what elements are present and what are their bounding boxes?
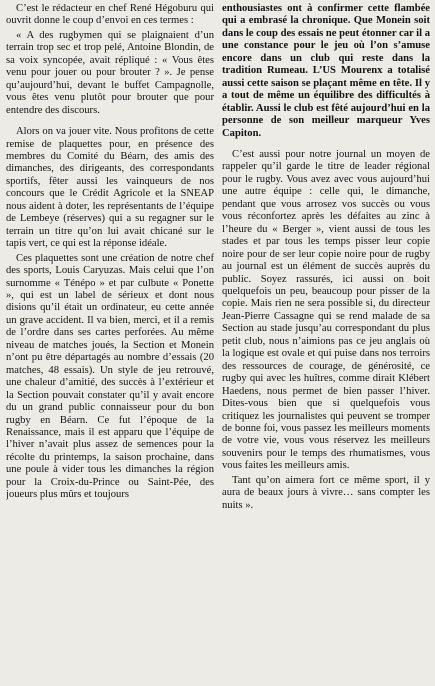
plaquettes-paragraph: Alors on va jouer vite. Nous profitons de cette remise de plaquettes pour, en présence des membres du Comité du Béarn, des amis des dimanches, des dirigeants, des correspondants sportifs, fêter aussi les vainqueurs de nos concours que le Crédit Agricole et la SNEAP nous aident à doter, les représentants de l’équipe de Lembeye (réserves) qui a su regagner sur le terrain un titre qu’on lui avait chicané sur le tapis vert, ce qui est la réponse idéale.	[6, 126, 214, 250]
continuation-paragraph: enthousiastes ont à confirmer cette flambée qui a embrasé la chronique. Que Monein soit dans le coup des essais ne peut étonner car il a une constance pour le jeu où l’on s’amuse encore dans un club qui reste dans la tradition Rumeau. L’US Mourenx a totalisé aussi cette saison se plaçant même en tête. Il y a tout de même un équilibre des difficultés à établir. Aussi le club est fêté aujourd’hui en la personne de son meilleur marqueur Yves Capiton.	[222, 3, 430, 139]
intro-paragraph: C’est le rédacteur en chef René Hégoburu qui ouvrit donne le coup d’envoi en ces termes :	[6, 3, 214, 27]
journal-paragraph: C’est aussi pour notre journal un moyen de rappeler qu’il garde le titre de leader régional pour le rugby. Vous avez avec vous aujourd’hui une autre équipe : celle qui, le dimanche, pendant que vous arrosez vos succès ou vous vous réconfortez après les défaites au zinc à l’heure du « Berger », vient aussi de tous les stades et par tous les temps pisser leur copie noire pour de ser leur copie noire pour de rugby au journal est un élément de succès auprès du public. Soyez rassurés, ici aussi on boit quelquefois un peu, beaucoup pour pisser de la copie. Mais rien ne sera possible si, du directeur Jean-Pierre Cassagne qui se rend malade de sa Section au stade jusqu’au correspondant du plus petit club, nous n’aimions pas ce jeu anglais où la logique est ovale et qui puise dans nos terroirs des ressources de courage, de générosité, ce rugby qui avec les huîtres, comme dirait Klébert Haedens, nous permet de bien passer l’hiver. Dites-vous bien que si quelquefois vous critiquez les journalistes qui peuvent se tromper de bonne foi, vous passez les meilleurs moments de votre vie, vous vous réservez les meilleurs souvenirs pour le temps des rhumatismes, vous vous faites les meilleurs amis.	[222, 148, 430, 472]
closing-paragraph: Tant qu’on aimera fort ce même sport, il y aura de beaux jours à vivre… sans compter les nuits ».	[222, 474, 430, 511]
caryuzas-paragraph: Ces plaquettes sont une création de notre chef des sports, Louis Caryuzas. Mais celui que l’on surnomme « Ténépo » et par culbute « Ponette », qui est un label de sérieux et dont nous disions qu’il était un ordinateur, eu cette année un grave accident. Il va bien, merci, et il a remis de l’ordre dans ses cartes perforées. Au même niveau de matches joués, la Section et Monein n’ont pu être départagés au nombre d’essais (20 matches, 48 essais). Un style de jeu retrouvé, une chaleur d’amitié, des succès à l’extérieur et la Section pouvait constater qu’il y avait encore du un grand public connaisseur pour du bon rugby en Béarn. Ce fut l’époque de la Renaissance, mais il est apparu que l’équipe de l’hiver n’avait plus assez de semences pour la récolte du printemps, la saison prochaine, dans une poule à vider tous les dimanches la région pour la Croix-du-Prince ou Saint-Pée, des joueurs plus mûrs et toujours	[6, 252, 214, 501]
right-column	[222, 3, 430, 686]
left-column	[6, 3, 214, 686]
quote-paragraph: « A des rugbymen qui se plaignaient d’un terrain trop sec et trop pelé, Antoine Blondin, de sa voix syncopée, avait répliqué : « Vous êtes venu pour jouer ou pour brouter ? ». Je pense qu’aujourd’hui, devant le buffet Campagnolle, vous êtes venu plutôt pour brouter que pour entendre des discours.	[6, 29, 214, 116]
